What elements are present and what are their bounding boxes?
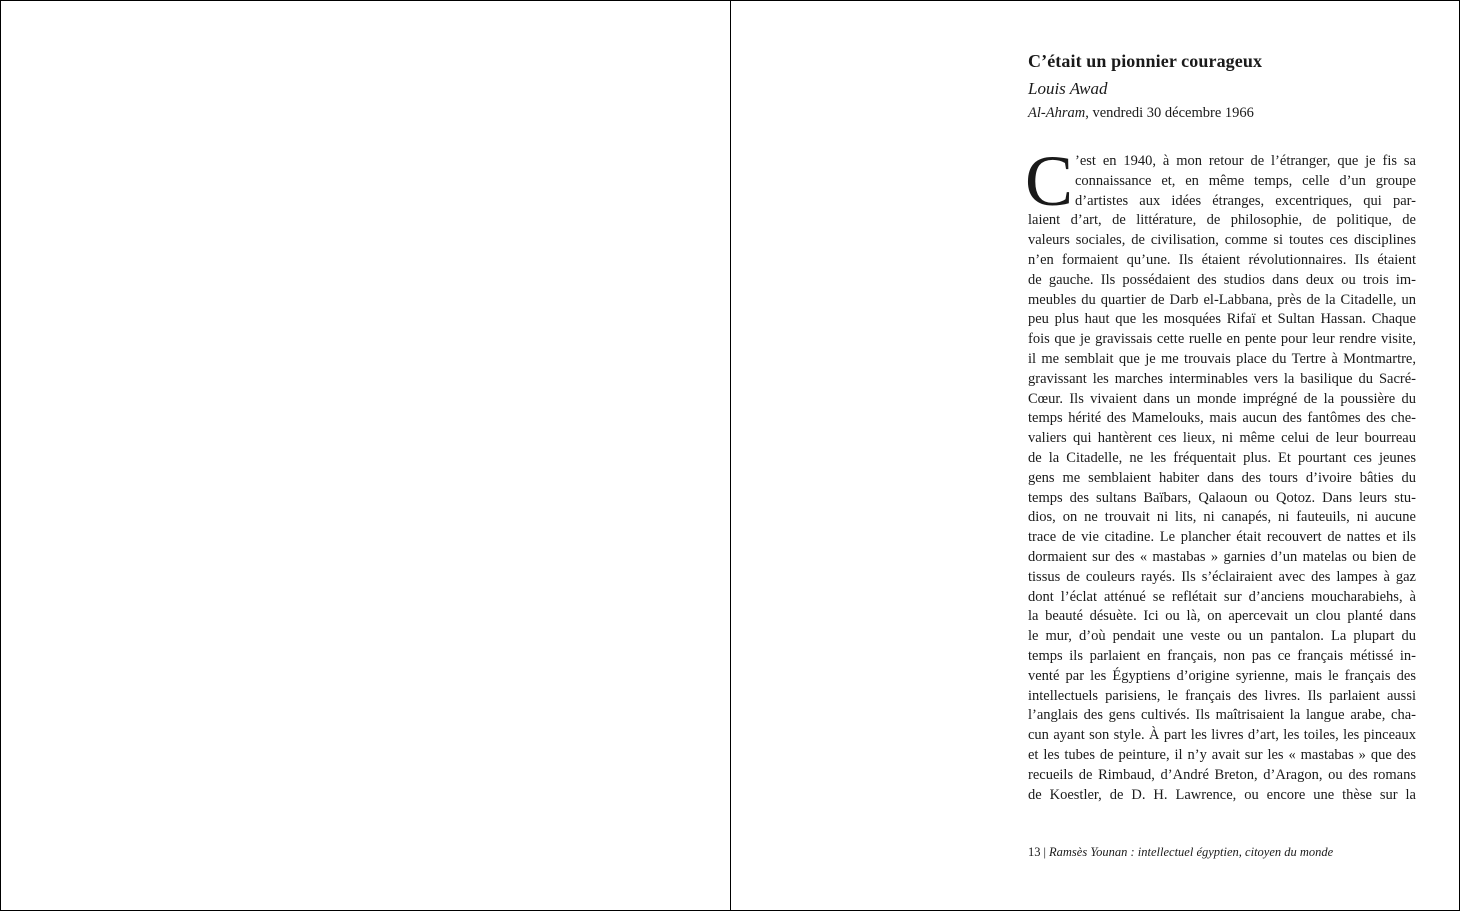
body-line: trace de vie citadine. Le plancher était recouvert de nattes et ils [1028, 529, 1416, 546]
body-line: il me semblait que je me trouvais place du Tertre à Montmartre, [1028, 350, 1416, 367]
body-line: valeurs sociales, de civilisation, comme si toutes ces disciplines [1028, 232, 1416, 249]
body-line: et les tubes de peinture, il n’y avait sur les « mastabas » que des [1028, 746, 1416, 763]
body-line: temps des sultans Baïbars, Qalaoun ou Qotoz. Dans leurs stu- [1028, 489, 1416, 506]
body-line: recueils de Rimbaud, d’André Breton, d’Aragon, ou des romans [1028, 766, 1416, 783]
footer-separator: | [1043, 845, 1047, 859]
body-line: de gauche. Ils possédaient des studios dans deux ou trois im- [1028, 271, 1416, 288]
body-line: le mur, d’où pendait une veste ou un pantalon. La plupart du [1028, 628, 1416, 645]
body-line: valiers qui hantèrent ces lieux, ni même celui de leur bourreau [1028, 430, 1416, 447]
body-line: Cœur. Ils vivaient dans un monde imprégné de la poussière du [1028, 390, 1416, 407]
body-line: laient d’art, de littérature, de philosophie, de politique, de [1028, 212, 1416, 229]
body-line: temps hérité des Mamelouks, mais aucun des fantômes des che- [1028, 410, 1416, 427]
article-author: Louis Awad [1028, 79, 1108, 98]
body-line: meubles du quartier de Darb el-Labbana, près de la Citadelle, un [1028, 291, 1416, 308]
body-line: gens me semblaient habiter dans des tours d’ivoire bâties du [1028, 469, 1416, 486]
body-line: de Koestler, de D. H. Lawrence, ou encore une thèse sur la [1028, 786, 1416, 803]
article-source [1028, 105, 1254, 122]
body-line: tissus de couleurs rayés. Ils s’éclairaient avec des lampes à gaz [1028, 568, 1416, 585]
body-line: peu plus haut que les mosquées Rifaï et Sultan Hassan. Chaque [1028, 311, 1416, 328]
body-line: la beauté désuète. Ici ou là, on apercevait un clou planté dans [1028, 608, 1416, 625]
body-line: intellectuels parisiens, le français des livres. Ils parlaient aussi [1028, 687, 1416, 704]
body-line: dont l’éclat atténué se reflétait sur d’anciens moucharabiehs, à [1028, 588, 1416, 605]
body-line: de la Citadelle, ne les fréquentait plus. Et pourtant ces jeunes [1028, 449, 1416, 466]
left-page [0, 0, 731, 911]
source-publication: Al-Ahram [1028, 105, 1086, 121]
body-line: ’est en 1940, à mon retour de l’étranger, que je fis sa [1075, 153, 1416, 169]
source-date: , vendredi 30 décembre 1966 [1085, 105, 1254, 121]
body-line: connaissance et, en même temps, celle d’un groupe [1075, 172, 1416, 189]
body-line: dormaient sur des « mastabas » garnies d’un matelas ou bien de [1028, 548, 1416, 565]
body-line: dios, on ne trouvait ni lits, ni canapés, ni fauteuils, ni aucune [1028, 509, 1416, 526]
page-number: 13 [1028, 845, 1041, 859]
body-line: d’artistes aux idées étranges, excentriques, qui par- [1075, 192, 1416, 209]
body-line: fois que je gravissais cette ruelle en pente pour leur rendre visite, [1028, 331, 1416, 348]
body-line: temps ils parlaient en français, non pas ce français métissé in- [1028, 647, 1416, 664]
right-page [730, 0, 1460, 911]
body-line: cun ayant son style. À part les livres d’art, les toiles, les pinceaux [1028, 727, 1416, 744]
body-line: venté par les Égyptiens d’origine syrienne, mais le français des [1028, 667, 1416, 684]
body-line: l’anglais des gens cultivés. Ils maîtrisaient la langue arabe, cha- [1028, 707, 1416, 724]
running-title: Ramsès Younan : intellectuel égyptien, citoyen du monde [1049, 845, 1334, 859]
body-line: n’en formaient qu’une. Ils étaient révolutionnaires. Ils étaient [1028, 251, 1416, 268]
article-body [1025, 141, 1416, 805]
page-footer [1028, 845, 1333, 860]
body-line: gravissant les marches interminables vers la basilique du Sacré- [1028, 370, 1416, 387]
article-title: C’était un pionnier courageux [1028, 51, 1263, 71]
drop-cap: C [1025, 141, 1074, 221]
